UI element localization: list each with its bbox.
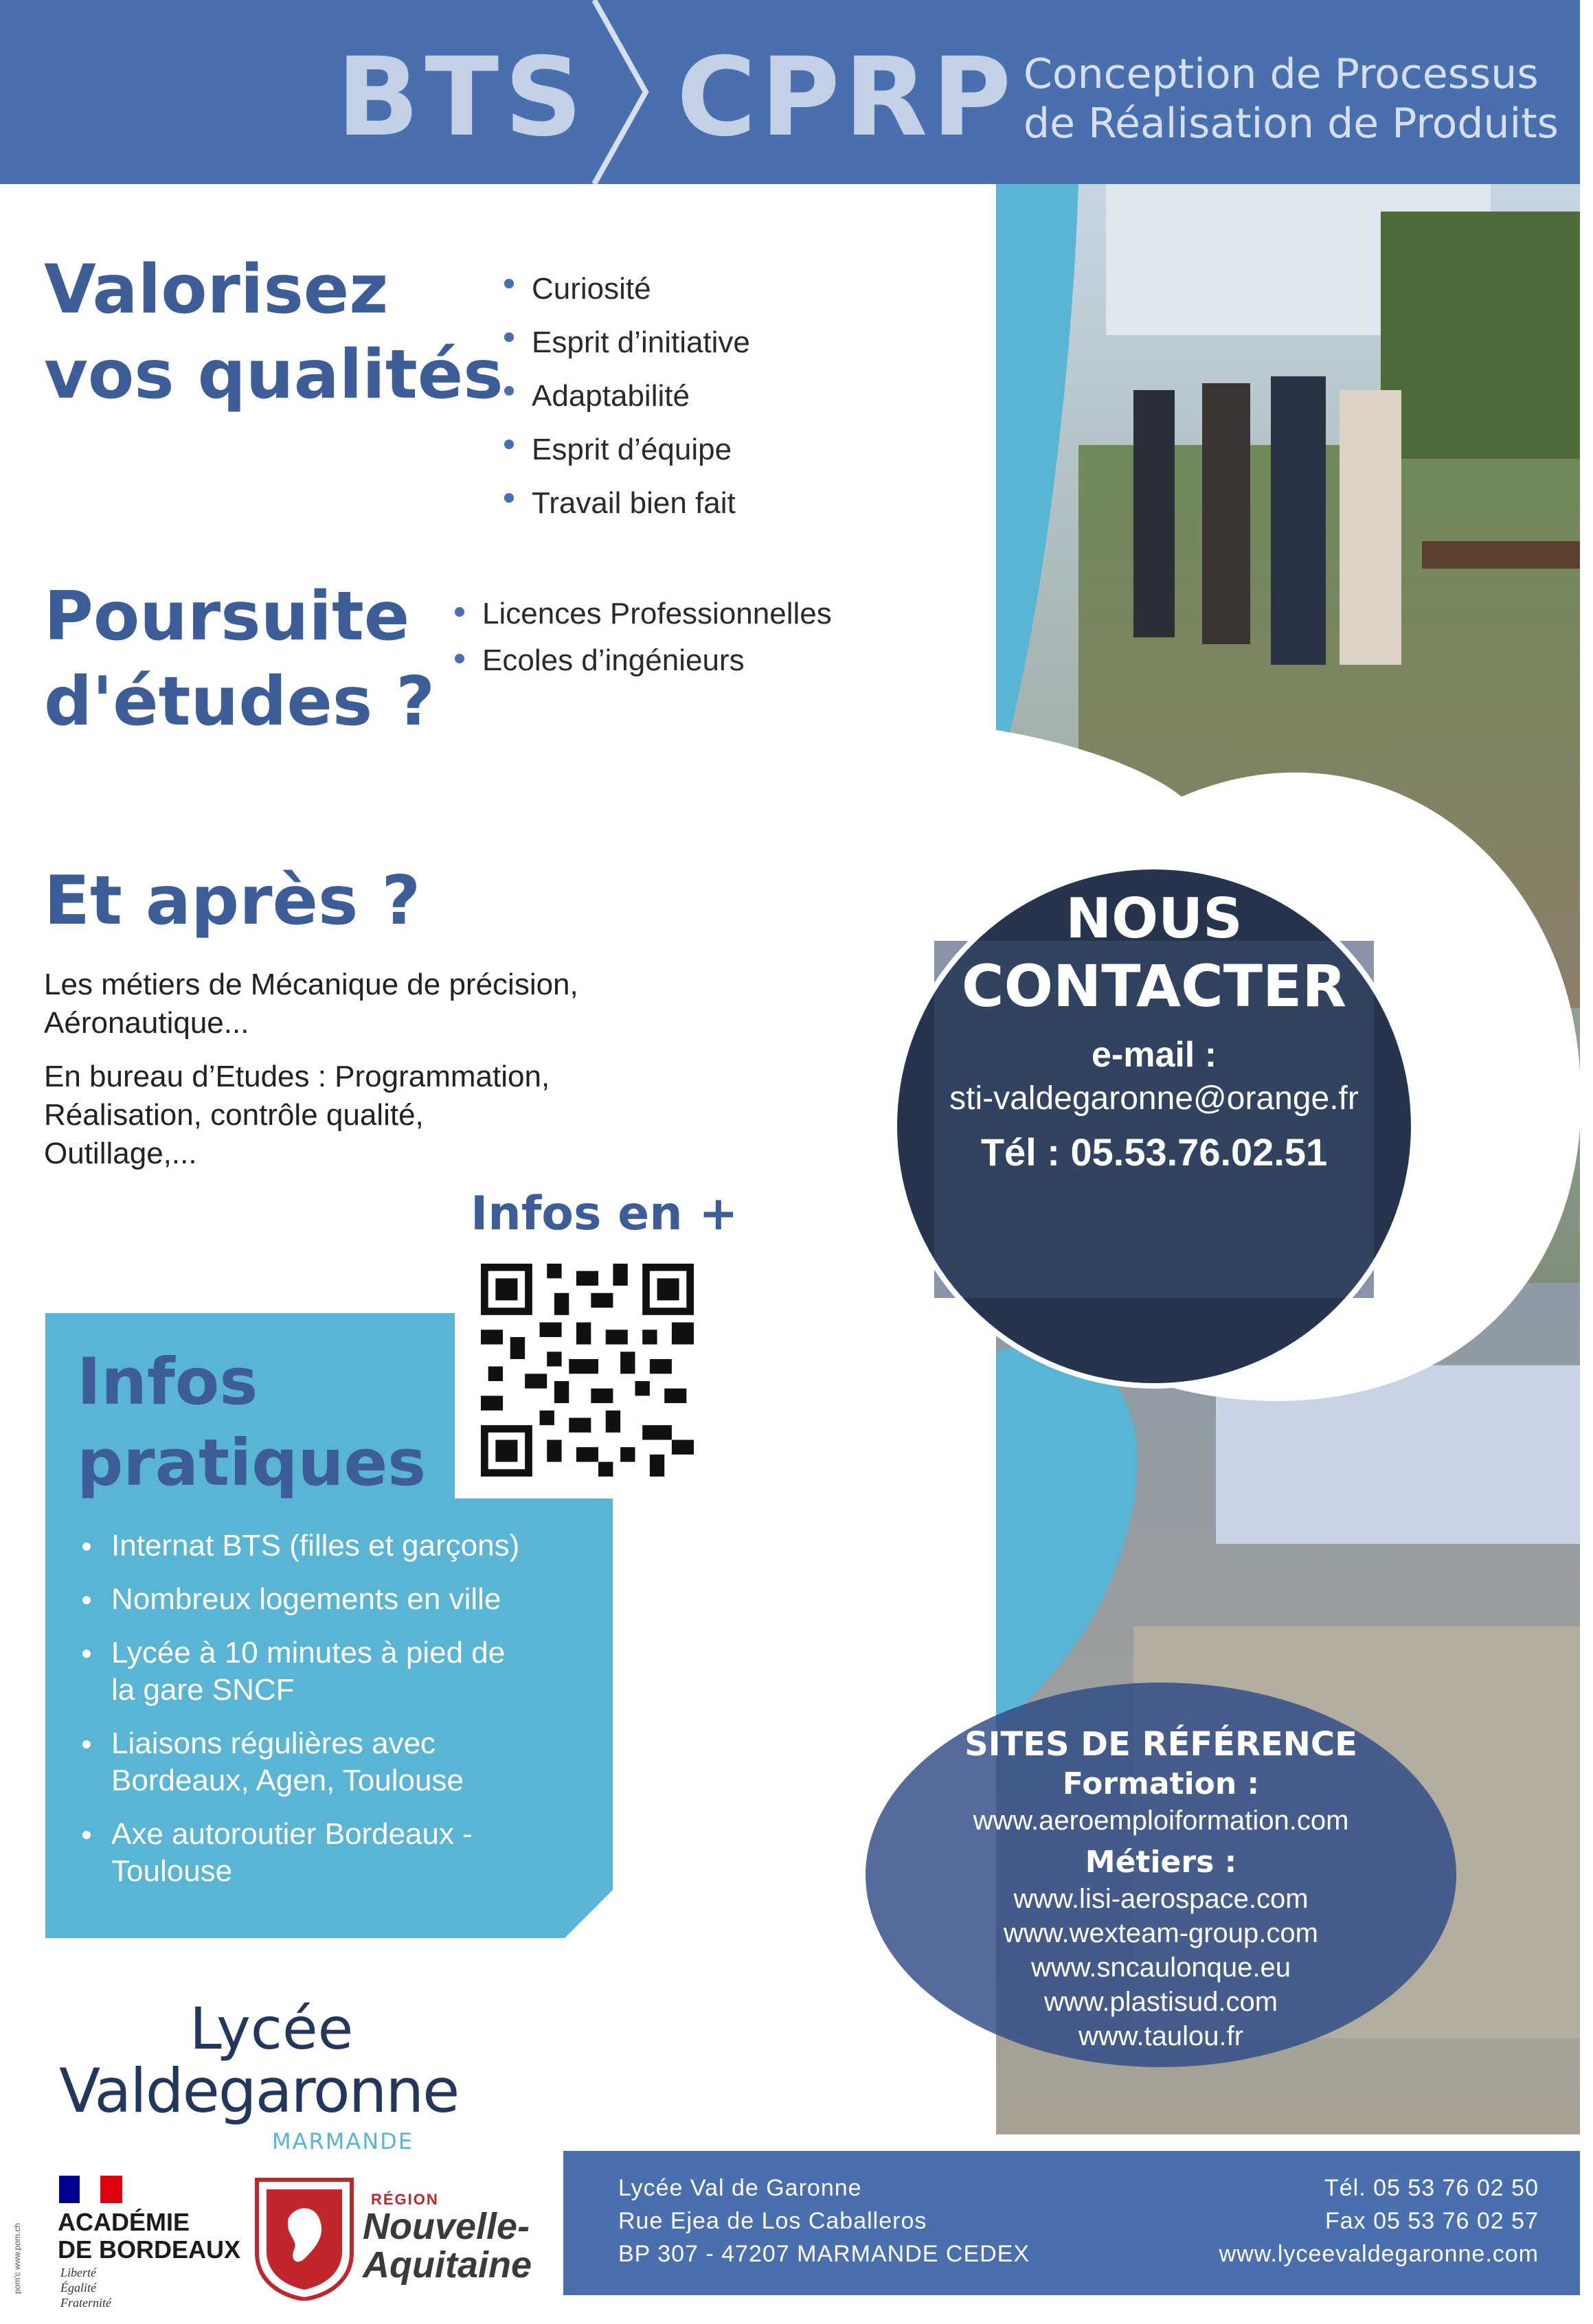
credit-text: pom'c www.pom.ch xyxy=(12,2223,22,2294)
list-item-line: la gare SNCF xyxy=(111,1673,295,1707)
list-item: Licences Professionnelles xyxy=(452,591,832,637)
apres-para2-line-2: Réalisation, contrôle qualité, xyxy=(44,1098,424,1132)
contact-title-line-2: CONTACTER xyxy=(961,953,1347,1020)
footer-address xyxy=(618,2172,1030,2270)
contact-block xyxy=(893,886,1415,1174)
apres-paragraph-2 xyxy=(44,1058,550,1173)
list-item: Ecoles d’ingénieurs xyxy=(452,637,832,684)
list-item-line: Bordeaux, Agen, Toulouse xyxy=(111,1764,464,1797)
subtitle-line-1: Conception de Processus xyxy=(1024,50,1539,98)
metiers-link[interactable]: www.lisi-aerospace.com xyxy=(1013,1884,1309,1914)
apres-title: Et après ? xyxy=(44,862,421,940)
infos-pratiques-list xyxy=(77,1527,585,1906)
poursuite-title-line-2: d'études ? xyxy=(44,663,436,741)
academie-logo xyxy=(55,2170,261,2308)
infos-pratiques-title-line-1: Infos xyxy=(77,1345,258,1420)
address-line: Rue Ejea de Los Caballeros xyxy=(618,2208,927,2234)
phone-number[interactable]: Tél : 05.53.76.02.51 xyxy=(980,1130,1328,1174)
logo-marmande-word: MARMANDE xyxy=(272,2128,414,2154)
footer-band xyxy=(563,2151,1580,2295)
list-item xyxy=(77,1816,585,1890)
list-item-line: Toulouse xyxy=(111,1854,233,1888)
poursuite-title-line-1: Poursuite xyxy=(44,578,410,656)
metiers-label: Métiers : xyxy=(1085,1845,1237,1880)
infos-pratiques-title xyxy=(77,1342,426,1504)
apres-para1-line-1: Les métiers de Mécanique de précision, xyxy=(44,968,578,1001)
list-item-line: Lycée à 10 minutes à pied de xyxy=(111,1636,506,1670)
design-credit xyxy=(12,2163,33,2301)
apres-para1-line-2: Aéronautique... xyxy=(44,1006,249,1040)
address-line: BP 307 - 47207 MARMANDE CEDEX xyxy=(618,2241,1030,2267)
header-banner xyxy=(0,0,1580,184)
footer-contacts xyxy=(1219,2172,1539,2270)
list-item: Esprit d’initiative xyxy=(501,316,750,369)
republic-motto xyxy=(60,2265,111,2310)
list-item-line: Internat BTS (filles et garçons) xyxy=(111,1529,520,1562)
list-item: Travail bien fait xyxy=(501,477,750,530)
list-item: Curiosité xyxy=(501,262,750,316)
cprp-label: CPRP xyxy=(677,34,1016,161)
list-item xyxy=(77,1725,585,1799)
apres-para2-line-3: Outillage,... xyxy=(44,1137,197,1170)
chevron-divider-icon xyxy=(580,0,670,184)
list-item xyxy=(77,1527,585,1564)
list-item: Esprit d’équipe xyxy=(501,423,750,477)
list-item-line: Liaisons régulières avec xyxy=(111,1727,436,1760)
poursuite-list xyxy=(452,591,832,684)
list-item-line: Axe autoroutier Bordeaux - xyxy=(111,1817,473,1851)
sites-reference-block xyxy=(879,1724,1443,2053)
footer-phone[interactable]: Tél. 05 53 76 02 50 xyxy=(1324,2175,1539,2201)
metiers-link[interactable]: www.wexteam-group.com xyxy=(1004,1918,1318,1948)
bts-label: BTS xyxy=(337,34,588,161)
academie-line-2: DE BORDEAUX xyxy=(58,2235,241,2264)
qualites-title-line-2: vos qualités xyxy=(44,336,504,414)
metiers-link[interactable]: www.sncaulonque.eu xyxy=(1030,1952,1291,1983)
footer-fax: Fax 05 53 76 02 57 xyxy=(1324,2208,1539,2234)
poursuite-title xyxy=(44,574,435,744)
footer-website-link[interactable]: www.lyceevaldegaronne.com xyxy=(1219,2241,1539,2267)
infos-pratiques-title-line-2: pratiques xyxy=(77,1426,427,1501)
region-name-line-1: Nouvelle- xyxy=(363,2206,530,2247)
infos-pratiques-panel xyxy=(45,1313,613,1938)
header-subtitle xyxy=(1024,49,1559,148)
apres-paragraph-1 xyxy=(44,966,578,1043)
lycee-logo xyxy=(55,1995,459,2160)
region-lion-shield-icon xyxy=(254,2177,354,2301)
email-link[interactable]: sti-valdegaronne@orange.fr xyxy=(949,1080,1359,1117)
academie-line-1: ACADÉMIE xyxy=(58,2208,190,2236)
formation-link[interactable]: www.aeroemploiformation.com xyxy=(973,1805,1349,1836)
list-item xyxy=(77,1581,585,1618)
motto-line: Liberté xyxy=(60,2266,96,2279)
region-label: RÉGION xyxy=(371,2191,439,2208)
list-item xyxy=(77,1634,585,1709)
formation-label: Formation : xyxy=(1062,1766,1260,1801)
sites-title: SITES DE RÉFÉRENCE xyxy=(964,1725,1357,1764)
subtitle-line-2: de Réalisation de Produits xyxy=(1024,100,1559,148)
infos-plus-label: Infos en + xyxy=(471,1187,738,1241)
list-item: Adaptabilité xyxy=(501,369,750,423)
email-label: e-mail : xyxy=(1091,1035,1217,1075)
qualites-list xyxy=(501,262,750,530)
qualites-title-line-1: Valorisez xyxy=(44,251,389,329)
list-item-line: Nombreux logements en ville xyxy=(111,1582,501,1616)
apres-para2-line-1: En bureau d’Etudes : Programmation, xyxy=(44,1060,550,1093)
motto-line: Égalité xyxy=(60,2281,96,2294)
address-line: Lycée Val de Garonne xyxy=(618,2175,862,2201)
marianne-icon xyxy=(59,2176,122,2203)
contact-title-line-1: NOUS xyxy=(1065,887,1243,950)
region-name xyxy=(363,2207,532,2284)
logo-lycee-word: Lycée xyxy=(190,1995,354,2062)
logo-valdegaronne-word: Valdegaronne xyxy=(59,2055,459,2126)
metiers-link[interactable]: www.plastisud.com xyxy=(1043,1987,1278,2017)
motto-line: Fraternité xyxy=(60,2296,111,2310)
metiers-link[interactable]: www.taulou.fr xyxy=(1078,2021,1244,2051)
region-logo xyxy=(254,2177,543,2308)
region-name-line-2: Aquitaine xyxy=(363,2244,532,2286)
qualites-title xyxy=(44,247,504,418)
academie-name xyxy=(58,2209,240,2264)
